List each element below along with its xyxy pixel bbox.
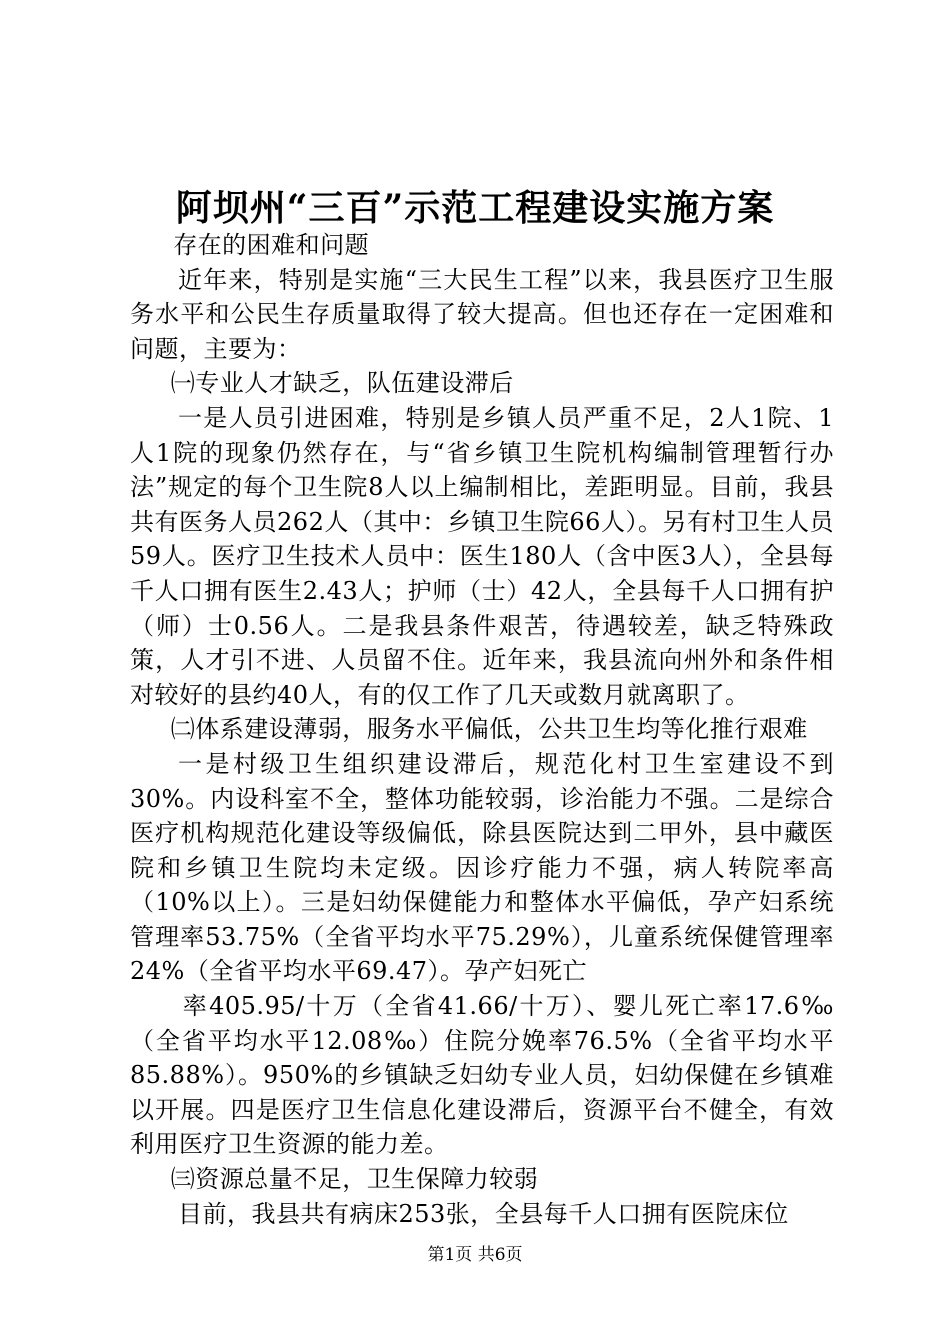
paragraph: 一是村级卫生组织建设滞后，规范化村卫生室建设不到30%。内设科室不全，整体功能较弱，诊治能力不强。二是综合医疗机构规范化建设等级偏低，除县医院达到二甲外，县中藏医院和乡镇卫生院均未定级。因诊疗能力不强，病人转院率高（10%以上）。三是妇幼保健能力和整体水平偏低，孕产妇系统管理率53.75%（全省平均水平75.29%），儿童系统保健管理率24%（全省平均水平69.47）。孕产妇死亡	[130, 749, 834, 986]
paragraph: 率405.95/十万（全省41.66/十万）、婴儿死亡率17.6‰（全省平均水平12.08‰）住院分娩率76.5%（全省平均水平85.88%）。950%的乡镇缺乏妇幼专业人员，妇幼保健在乡镇难以开展。四是医疗卫生信息化建设滞后，资源平台不健全，有效利用医疗卫生资源的能力差。	[130, 992, 834, 1159]
document-body	[130, 228, 834, 1231]
document-title: 阿坝州“三百”示范工程建设实施方案	[175, 187, 775, 229]
paragraph: 一是人员引进困难，特别是乡镇人员严重不足，2人1院、1人1院的现象仍然存在，与“省乡镇卫生院机构编制管理暂行办法”规定的每个卫生院8人以上编制相比，差距明显。目前，我县共有医务人员262人（其中：乡镇卫生院66人）。另有村卫生人员59人。医疗卫生技术人员中：医生180人（含中医3人），全县每千人口拥有医生2.43人；护师（士）42人，全县每千人口拥有护（师）士0.56人。二是我县条件艰苦，待遇较差，缺乏特殊政策，人才引不进、人员留不住。近年来，我县流向州外和条件相对较好的县约40人，有的仅工作了几天或数月就离职了。	[130, 403, 834, 709]
paragraph: 近年来，特别是实施“三大民生工程”以来，我县医疗卫生服务水平和公民生存质量取得了较大提高。但也还存在一定困难和问题，主要为：	[130, 265, 834, 363]
subsection-heading: ㈢资源总量不足，卫生保障力较弱	[170, 1165, 539, 1194]
section-heading: 存在的困难和问题	[173, 231, 370, 259]
page-footer: 第1页 共6页	[427, 1245, 523, 1265]
subsection-heading: ㈡体系建设薄弱，服务水平偏低，公共卫生均等化推行艰难	[170, 715, 808, 744]
subsection-heading: ㈠专业人才缺乏，队伍建设滞后	[170, 369, 514, 398]
paragraph: 目前，我县共有病床253张，全县每千人口拥有医院床位	[178, 1199, 789, 1228]
